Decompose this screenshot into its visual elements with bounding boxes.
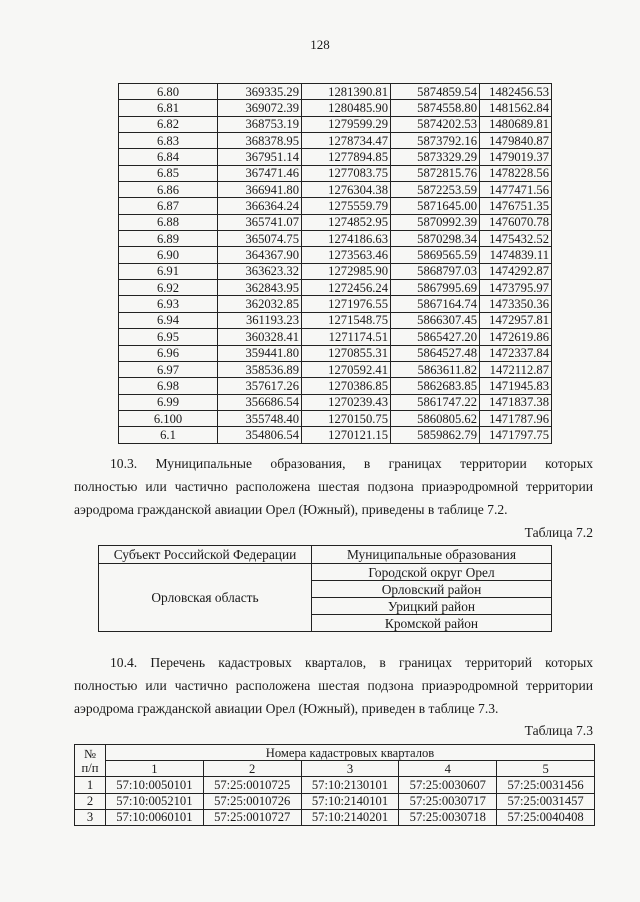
point-number-cell: 6.85: [119, 165, 218, 181]
coordinate-value-cell: 366941.80: [218, 182, 302, 198]
coordinate-value-cell: 5859862.79: [391, 427, 480, 443]
table-7-2-municipality: Кромской район: [312, 615, 552, 632]
coordinate-value-cell: 5863611.82: [391, 361, 480, 377]
coordinate-value-cell: 5872253.59: [391, 182, 480, 198]
point-number-cell: 6.92: [119, 280, 218, 296]
coordinate-value-cell: 1478228.56: [480, 165, 552, 181]
coordinate-value-cell: 5864527.48: [391, 345, 480, 361]
table-7-2-municipality: Орловский район: [312, 581, 552, 598]
coordinate-value-cell: 369072.39: [218, 100, 302, 116]
coordinate-value-cell: 362032.85: [218, 296, 302, 312]
cadastral-quarter-cell: 57:25:0031456: [497, 777, 595, 793]
coordinate-value-cell: 1472957.81: [480, 312, 552, 328]
coordinate-value-cell: 5874202.53: [391, 116, 480, 132]
point-number-cell: 6.97: [119, 361, 218, 377]
coordinate-row: [119, 247, 552, 263]
point-number-cell: 6.96: [119, 345, 218, 361]
coordinate-value-cell: 362843.95: [218, 280, 302, 296]
coordinate-value-cell: 1281390.81: [302, 84, 391, 100]
coordinate-value-cell: 355748.40: [218, 410, 302, 426]
coordinate-row: [119, 133, 552, 149]
coordinate-value-cell: 365074.75: [218, 231, 302, 247]
coordinate-value-cell: 359441.80: [218, 345, 302, 361]
coordinate-value-cell: 1472112.87: [480, 361, 552, 377]
coordinate-value-cell: 360328.41: [218, 329, 302, 345]
coordinate-value-cell: 1270121.15: [302, 427, 391, 443]
coordinate-value-cell: 358536.89: [218, 361, 302, 377]
coordinate-value-cell: 1274852.95: [302, 214, 391, 230]
cadastral-quarter-cell: 57:10:0060101: [106, 809, 204, 825]
coordinate-row: [119, 84, 552, 100]
coordinate-value-cell: 1473350.36: [480, 296, 552, 312]
paragraph-10-3: [74, 452, 593, 521]
table-7-2-subject: Орловская область: [99, 564, 312, 632]
coordinate-row: [119, 427, 552, 443]
coordinate-row: [119, 410, 552, 426]
table-7-3-subheader: 3: [301, 761, 399, 777]
coordinate-value-cell: 5862683.85: [391, 378, 480, 394]
table-7-3-row-number: 3: [75, 809, 106, 825]
coordinate-value-cell: 354806.54: [218, 427, 302, 443]
coordinate-value-cell: 367471.46: [218, 165, 302, 181]
coordinate-value-cell: 1479840.87: [480, 133, 552, 149]
coordinate-value-cell: 5872815.76: [391, 165, 480, 181]
coordinate-row: [119, 312, 552, 328]
coordinate-value-cell: 369335.29: [218, 84, 302, 100]
point-number-cell: 6.94: [119, 312, 218, 328]
point-number-cell: 6.83: [119, 133, 218, 149]
table-7-3-group-header: Номера кадастровых кварталов: [106, 745, 595, 761]
cadastral-quarter-cell: 57:25:0030607: [399, 777, 497, 793]
coordinate-value-cell: 1279599.29: [302, 116, 391, 132]
coordinate-value-cell: 1473795.97: [480, 280, 552, 296]
table-7-2: [98, 545, 552, 632]
coordinate-value-cell: 1476070.78: [480, 214, 552, 230]
coordinate-row: [119, 263, 552, 279]
coordinate-value-cell: 1280485.90: [302, 100, 391, 116]
coordinate-row: [119, 280, 552, 296]
coordinate-value-cell: 1278734.47: [302, 133, 391, 149]
table-7-2-municipality: Городской округ Орел: [312, 564, 552, 581]
coordinate-value-cell: 1270592.41: [302, 361, 391, 377]
point-number-cell: 6.95: [119, 329, 218, 345]
coordinate-value-cell: 1277083.75: [302, 165, 391, 181]
point-number-cell: 6.99: [119, 394, 218, 410]
coordinate-value-cell: 5866307.45: [391, 312, 480, 328]
coordinate-value-cell: 1271976.55: [302, 296, 391, 312]
coordinate-value-cell: 363623.32: [218, 263, 302, 279]
table-7-2-caption: Таблица 7.2: [524, 525, 593, 540]
point-number-cell: 6.98: [119, 378, 218, 394]
point-number-cell: 6.86: [119, 182, 218, 198]
cadastral-quarter-cell: 57:25:0010725: [203, 777, 301, 793]
coordinate-value-cell: 1274186.63: [302, 231, 391, 247]
coordinate-row: [119, 182, 552, 198]
coordinate-row: [119, 361, 552, 377]
coordinate-value-cell: 368753.19: [218, 116, 302, 132]
cadastral-quarter-cell: 57:10:0052101: [106, 793, 204, 809]
point-number-cell: 6.80: [119, 84, 218, 100]
coordinate-value-cell: 1472337.84: [480, 345, 552, 361]
point-number-cell: 6.100: [119, 410, 218, 426]
point-number-cell: 6.88: [119, 214, 218, 230]
coordinate-value-cell: 1271548.75: [302, 312, 391, 328]
coordinate-value-cell: 1471787.96: [480, 410, 552, 426]
table-7-3-caption: Таблица 7.3: [524, 723, 593, 738]
coordinate-value-cell: 1471945.83: [480, 378, 552, 394]
coordinate-value-cell: 5874558.80: [391, 100, 480, 116]
coordinate-value-cell: 1277894.85: [302, 149, 391, 165]
coordinate-value-cell: 1477471.56: [480, 182, 552, 198]
coordinate-value-cell: 1476751.35: [480, 198, 552, 214]
coordinate-value-cell: 366364.24: [218, 198, 302, 214]
point-number-cell: 6.93: [119, 296, 218, 312]
table-7-3-row: [75, 777, 595, 793]
point-number-cell: 6.89: [119, 231, 218, 247]
coordinate-value-cell: 356686.54: [218, 394, 302, 410]
table-7-2-municipality: Урицкий район: [312, 598, 552, 615]
coordinate-row: [119, 149, 552, 165]
table-7-3-header-number-line2: п/п: [81, 760, 99, 775]
cadastral-quarter-cell: 57:25:0030718: [399, 809, 497, 825]
table-7-3-row: [75, 793, 595, 809]
coordinate-value-cell: 1482456.53: [480, 84, 552, 100]
point-number-cell: 6.84: [119, 149, 218, 165]
cadastral-quarter-cell: 57:10:2140201: [301, 809, 399, 825]
table-7-3-subheader: 5: [497, 761, 595, 777]
coordinate-value-cell: 1271174.51: [302, 329, 391, 345]
coordinates-table: [118, 83, 552, 444]
coordinate-row: [119, 296, 552, 312]
coordinate-value-cell: 5867164.74: [391, 296, 480, 312]
coordinate-row: [119, 116, 552, 132]
coordinate-value-cell: 5874859.54: [391, 84, 480, 100]
table-7-3-subheader: 2: [203, 761, 301, 777]
point-number-cell: 6.1: [119, 427, 218, 443]
point-number-cell: 6.81: [119, 100, 218, 116]
coordinate-value-cell: 5860805.62: [391, 410, 480, 426]
cadastral-quarter-cell: 57:25:0010727: [203, 809, 301, 825]
coordinate-row: [119, 345, 552, 361]
cadastral-quarter-cell: 57:25:0040408: [497, 809, 595, 825]
coordinate-value-cell: 5868797.03: [391, 263, 480, 279]
coordinate-row: [119, 165, 552, 181]
point-number-cell: 6.87: [119, 198, 218, 214]
coordinate-value-cell: 1479019.37: [480, 149, 552, 165]
coordinate-value-cell: 5869565.59: [391, 247, 480, 263]
coordinate-value-cell: 1272456.24: [302, 280, 391, 296]
coordinate-value-cell: 1270386.85: [302, 378, 391, 394]
table-7-2-header-municipal: Муниципальные образования: [312, 546, 552, 564]
coordinate-value-cell: 1471797.75: [480, 427, 552, 443]
coordinate-value-cell: 1276304.38: [302, 182, 391, 198]
coordinate-value-cell: 367951.14: [218, 149, 302, 165]
coordinate-value-cell: 1272985.90: [302, 263, 391, 279]
coordinate-row: [119, 198, 552, 214]
coordinate-value-cell: 5873792.16: [391, 133, 480, 149]
cadastral-quarter-cell: 57:10:0050101: [106, 777, 204, 793]
coordinate-value-cell: 365741.07: [218, 214, 302, 230]
coordinate-row: [119, 231, 552, 247]
coordinate-value-cell: 1273563.46: [302, 247, 391, 263]
coordinate-value-cell: 1474839.11: [480, 247, 552, 263]
coordinate-row: [119, 378, 552, 394]
coordinate-value-cell: 357617.26: [218, 378, 302, 394]
coordinate-row: [119, 394, 552, 410]
coordinate-value-cell: 1480689.81: [480, 116, 552, 132]
paragraph-10-3-text: полностью или частично расположена шестая подзона приаэродромной территории аэродрома гражданской авиации Орел (Южный), приведены в таблице 7.2.: [74, 479, 593, 517]
paragraph-10-3-first-line: 10.3. Муниципальные образования, в границах территории которых: [110, 456, 593, 471]
table-7-3-subheader: 4: [399, 761, 497, 777]
table-7-3-row: [75, 809, 595, 825]
point-number-cell: 6.91: [119, 263, 218, 279]
coordinate-value-cell: 361193.23: [218, 312, 302, 328]
coordinate-row: [119, 214, 552, 230]
table-7-3-subheader: 1: [106, 761, 204, 777]
coordinate-value-cell: 1472619.86: [480, 329, 552, 345]
coordinate-value-cell: 5873329.29: [391, 149, 480, 165]
coordinate-value-cell: 364367.90: [218, 247, 302, 263]
coordinate-value-cell: 5870298.34: [391, 231, 480, 247]
coordinate-value-cell: 1481562.84: [480, 100, 552, 116]
coordinate-value-cell: 5870992.39: [391, 214, 480, 230]
coordinate-value-cell: 1270239.43: [302, 394, 391, 410]
paragraph-10-4: [74, 651, 593, 720]
coordinate-value-cell: 5861747.22: [391, 394, 480, 410]
coordinate-row: [119, 100, 552, 116]
coordinate-value-cell: 5867995.69: [391, 280, 480, 296]
point-number-cell: 6.82: [119, 116, 218, 132]
coordinate-value-cell: 1471837.38: [480, 394, 552, 410]
paragraph-10-4-first-line: 10.4. Перечень кадастровых кварталов, в границах территорий которых: [110, 655, 593, 670]
coordinate-value-cell: 5871645.00: [391, 198, 480, 214]
cadastral-quarter-cell: 57:10:2140101: [301, 793, 399, 809]
table-7-3: [74, 744, 595, 826]
point-number-cell: 6.90: [119, 247, 218, 263]
coordinate-value-cell: 1270150.75: [302, 410, 391, 426]
paragraph-10-4-text: полностью или частично расположена шестая подзона приаэродромной территории аэродрома гражданской авиации Орел (Южный), приведен в таблице 7.3.: [74, 678, 593, 716]
table-7-2-header-subject: Субъект Российской Федерации: [99, 546, 312, 564]
table-7-3-header-number-line1: №: [83, 746, 97, 761]
cadastral-quarter-cell: 57:25:0010726: [203, 793, 301, 809]
coordinate-value-cell: 1270855.31: [302, 345, 391, 361]
coordinate-value-cell: 1475432.52: [480, 231, 552, 247]
table-7-3-row-number: 1: [75, 777, 106, 793]
page-number: 128: [310, 37, 330, 52]
cadastral-quarter-cell: 57:25:0031457: [497, 793, 595, 809]
coordinate-row: [119, 329, 552, 345]
coordinate-value-cell: 1474292.87: [480, 263, 552, 279]
table-7-3-row-number: 2: [75, 793, 106, 809]
coordinate-value-cell: 5865427.20: [391, 329, 480, 345]
coordinate-value-cell: 1275559.79: [302, 198, 391, 214]
cadastral-quarter-cell: 57:25:0030717: [399, 793, 497, 809]
table-7-3-header-number: [75, 745, 106, 777]
cadastral-quarter-cell: 57:10:2130101: [301, 777, 399, 793]
coordinate-value-cell: 368378.95: [218, 133, 302, 149]
